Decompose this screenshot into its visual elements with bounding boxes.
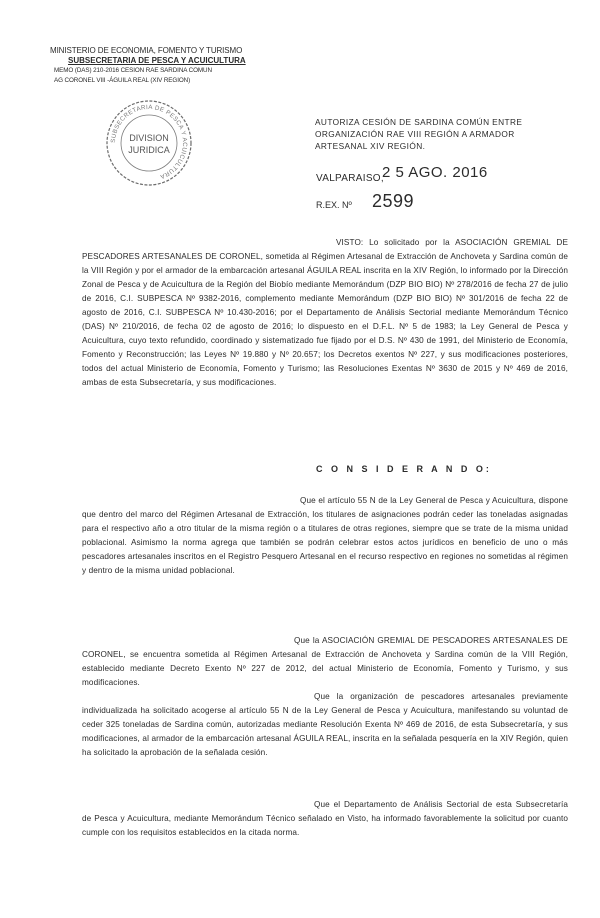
considerando-heading: C O N S I D E R A N D O: bbox=[316, 464, 492, 474]
resolution-date: 2 5 AGO. 2016 bbox=[382, 164, 488, 181]
visto-paragraph bbox=[82, 236, 568, 390]
considerando-paragraph-4: Que el Departamento de Análisis Sectorial de esta Subsecretaría de Pesca y Acuicultura, mediante Memorándum Técnico señalado en Visto, ha informado favorablemente la solicitud por cuanto cumple con los requisitos establecidos en la citada norma. bbox=[82, 800, 568, 837]
stamp-ring-text: SUBSECRETARIA DE PESCA Y ACUICULTURA bbox=[109, 103, 189, 181]
resolution-subject: AUTORIZA CESIÓN DE SARDINA COMÚN ENTRE ORGANIZACIÓN RAE VIII REGIÓN A ARMADOR ARTESANAL XIV REGIÓN. bbox=[315, 117, 523, 151]
ministry-name: MINISTERIO DE ECONOMIA, FOMENTO Y TURISMO bbox=[50, 46, 243, 55]
rex-label: R.EX. Nº bbox=[316, 200, 352, 210]
place-label: VALPARAISO, bbox=[316, 173, 384, 184]
rex-number: 2599 bbox=[372, 191, 415, 211]
visto-text: Lo solicitado por la ASOCIACIÓN GREMIAL DE PESCADORES ARTESANALES DE CORONEL, sometida al Régimen Artesanal de Extracción de Anchoveta y Sardina común de la VIII Región y por el armador de la embarcación artesanal ÁGUILA REAL inscrita en la XIV Región, lo informado por la Dirección Zonal de Pesca y de Acuicultura de la Región del Biobío mediante Memorándum (DZP BIO BIO) Nº 278/2016 de fecha 27 de julio de 2016, C.I. SUBPESCA Nº 9382-2016, complemento mediante Memorándum (DZP BIO BIO) Nº 301/2016 de fecha 22 de agosto de 2016, C.I. SUBPESCA Nº 10.430-2016; por el Departamento de Análisis Sectorial mediante Memorándum Técnico (DAS) Nº 210/2016, de fecha 02 de agosto de 2016; lo dispuesto en el D.F.L. Nº 5 de 1983; la Ley General de Pesca y Acuicultura, cuyo texto refundido, coordinado y sistematizado fue fijado por el D.S. Nº 430 de 1991, del Ministerio de Economía, Fomento y Reconstrucción; las Leyes Nº 19.880 y Nº 20.657; los Decretos exentos Nº 227, y sus modificaciones posteriores, todos del actual Ministerio de Economía, Fomento y Turismo; las Resoluciones Exentas Nº 3630 de 2015 y Nº 469 de 2016, ambas de esta Subsecretaría, y sus modificaciones. bbox=[82, 238, 568, 387]
stamp-line-2: JURIDICA bbox=[128, 145, 170, 155]
memo-reference-1: MEMO (DAS) 210-2016 CESION RAE SARDINA COMUN bbox=[54, 67, 212, 74]
subsecretaria-name: SUBSECRETARIA DE PESCA Y ACUICULTURA bbox=[68, 56, 246, 65]
stamp-line-1: DIVISION bbox=[129, 133, 169, 143]
memo-reference-2: AG CORONEL VIII -ÁGUILA REAL (XIV REGION) bbox=[54, 77, 191, 84]
considerando-paragraph-1: Que el artículo 55 N de la Ley General de Pesca y Acuicultura, dispone que dentro del marco del Régimen Artesanal de Extracción, los titulares de asignaciones podrán ceder las toneladas asignadas para el respectivo año a otro titular de la misma región o a titulares de otras regiones, siempre que se trate de la misma unidad poblacional. Asimismo la norma agrega que también se podrán celebrar estos actos jurídicos en beneficio de uno o más pescadores artesanales inscritos en el Registro Pesquero Artesanal en el recurso respectivo en regiones no sometidas al régimen y dentro de la misma unidad poblacional. bbox=[82, 496, 568, 575]
considerando-paragraph-3: Que la organización de pescadores artesanales previamente individualizada ha solicitado acogerse al artículo 55 N de la Ley General de Pesca y Acuicultura, manifestando su voluntad de ceder 325 toneladas de Sardina común, autorizadas mediante Resolución Exenta Nº 469 de 2016, de esta Subsecretaría, y sus modificaciones, al armador de la embarcación artesanal ÁGUILA REAL, inscrita en la señalada pesquería en la XIV Región, quien ha solicitado la aprobación de la señalada cesión. bbox=[82, 692, 568, 757]
considerando-paragraph-2: Que la ASOCIACIÓN GREMIAL DE PESCADORES ARTESANALES DE CORONEL, se encuentra sometida al Régimen Artesanal de Extracción de Anchoveta y Sardina común de la VIII Región, establecido mediante Decreto Exento Nº 227 de 2012, del actual Ministerio de Economía, Fomento y Turismo, y sus modificaciones. bbox=[82, 636, 568, 687]
letterhead bbox=[50, 46, 250, 86]
visto-label: VISTO: bbox=[336, 238, 364, 247]
division-juridica-stamp bbox=[104, 98, 194, 188]
